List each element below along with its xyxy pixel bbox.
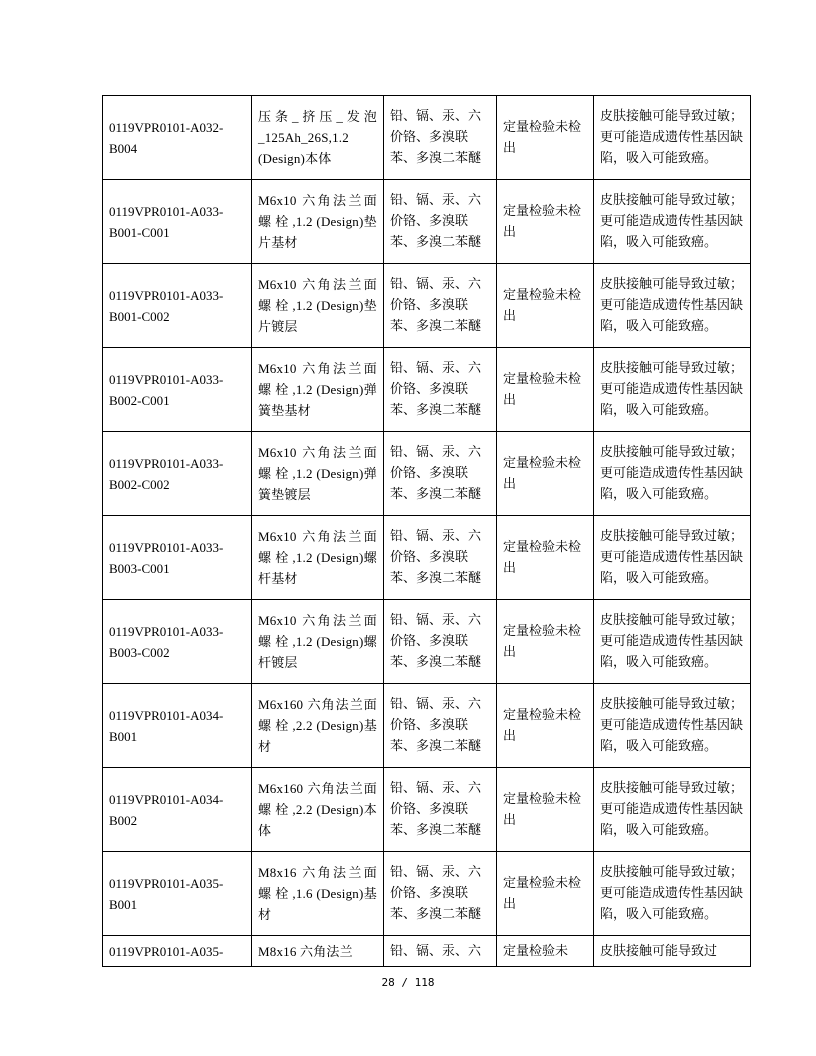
- part-name-cell: M8x16 六角法兰面 螺 栓 ,1.6 (Design)基材: [252, 852, 384, 936]
- table-row: [103, 684, 751, 768]
- test-result-cell: 定量检验未检出: [497, 516, 594, 600]
- risk-description-cell: 皮肤接触可能导致过敏；更可能造成遗传性基因缺陷，吸入可能致癌。: [594, 852, 751, 936]
- part-name-cell: 压条_挤压_发泡_125Ah_26S,1.2 (Design)本体: [252, 96, 384, 180]
- table-row: [103, 768, 751, 852]
- table-row: [103, 600, 751, 684]
- risk-description-cell: 皮肤接触可能导致过: [594, 936, 751, 967]
- part-name-cell: M6x10 六角法兰面 螺 栓 ,1.2 (Design)螺杆基材: [252, 516, 384, 600]
- part-name-cell: M6x160 六角法兰面 螺 栓 ,2.2 (Design)本体: [252, 768, 384, 852]
- part-name-cell: M8x16 六角法兰: [252, 936, 384, 967]
- test-result-cell: 定量检验未: [497, 936, 594, 967]
- part-name-cell: M6x10 六角法兰面 螺 栓 ,1.2 (Design)弹簧垫基材: [252, 348, 384, 432]
- part-id-cell: 0119VPR0101-A034-B001: [103, 684, 252, 768]
- table-row: [103, 348, 751, 432]
- test-result-cell: 定量检验未检出: [497, 264, 594, 348]
- table-row: [103, 264, 751, 348]
- risk-description-cell: 皮肤接触可能导致过敏；更可能造成遗传性基因缺陷，吸入可能致癌。: [594, 180, 751, 264]
- part-id-cell: 0119VPR0101-A033-B003-C002: [103, 600, 252, 684]
- substances-cell: 铅、镉、汞、六价铬、多溴联苯、多溴二苯醚: [384, 348, 497, 432]
- part-id-cell: 0119VPR0101-A035-: [103, 936, 252, 967]
- risk-description-cell: 皮肤接触可能导致过敏；更可能造成遗传性基因缺陷，吸入可能致癌。: [594, 768, 751, 852]
- table-row: [103, 96, 751, 180]
- table-row: [103, 852, 751, 936]
- substances-cell: 铅、镉、汞、六价铬、多溴联苯、多溴二苯醚: [384, 600, 497, 684]
- substances-cell: 铅、镉、汞、六价铬、多溴联苯、多溴二苯醚: [384, 684, 497, 768]
- part-name-cell: M6x160 六角法兰面 螺 栓 ,2.2 (Design)基材: [252, 684, 384, 768]
- part-id-cell: 0119VPR0101-A032-B004: [103, 96, 252, 180]
- substances-cell: 铅、镉、汞、六价铬、多溴联苯、多溴二苯醚: [384, 432, 497, 516]
- substances-cell: 铅、镉、汞、六价铬、多溴联苯、多溴二苯醚: [384, 96, 497, 180]
- risk-description-cell: 皮肤接触可能导致过敏；更可能造成遗传性基因缺陷，吸入可能致癌。: [594, 516, 751, 600]
- part-name-cell: M6x10 六角法兰面 螺 栓 ,1.2 (Design)螺杆镀层: [252, 600, 384, 684]
- part-id-cell: 0119VPR0101-A035-B001: [103, 852, 252, 936]
- risk-description-cell: 皮肤接触可能导致过敏；更可能造成遗传性基因缺陷，吸入可能致癌。: [594, 684, 751, 768]
- page-number: 28 / 118: [381, 976, 435, 989]
- table-row: [103, 516, 751, 600]
- part-id-cell: 0119VPR0101-A034-B002: [103, 768, 252, 852]
- substances-cell: 铅、镉、汞、六价铬、多溴联苯、多溴二苯醚: [384, 768, 497, 852]
- substances-cell: 铅、镉、汞、六价铬、多溴联苯、多溴二苯醚: [384, 852, 497, 936]
- table-row: [103, 432, 751, 516]
- part-id-cell: 0119VPR0101-A033-B002-C002: [103, 432, 252, 516]
- substances-cell: 铅、镉、汞、六价铬、多溴联苯、多溴二苯醚: [384, 264, 497, 348]
- test-result-cell: 定量检验未检出: [497, 600, 594, 684]
- substances-cell: 铅、镉、汞、六价铬、多溴联苯、多溴二苯醚: [384, 180, 497, 264]
- part-name-cell: M6x10 六角法兰面 螺 栓 ,1.2 (Design)垫片基材: [252, 180, 384, 264]
- risk-description-cell: 皮肤接触可能导致过敏；更可能造成遗传性基因缺陷，吸入可能致癌。: [594, 96, 751, 180]
- risk-description-cell: 皮肤接触可能导致过敏；更可能造成遗传性基因缺陷，吸入可能致癌。: [594, 348, 751, 432]
- substance-table: [102, 95, 751, 967]
- risk-description-cell: 皮肤接触可能导致过敏；更可能造成遗传性基因缺陷，吸入可能致癌。: [594, 600, 751, 684]
- part-id-cell: 0119VPR0101-A033-B001-C002: [103, 264, 252, 348]
- part-id-cell: 0119VPR0101-A033-B001-C001: [103, 180, 252, 264]
- substances-cell: 铅、镉、汞、六: [384, 936, 497, 967]
- test-result-cell: 定量检验未检出: [497, 180, 594, 264]
- substances-cell: 铅、镉、汞、六价铬、多溴联苯、多溴二苯醚: [384, 516, 497, 600]
- test-result-cell: 定量检验未检出: [497, 684, 594, 768]
- risk-description-cell: 皮肤接触可能导致过敏；更可能造成遗传性基因缺陷，吸入可能致癌。: [594, 264, 751, 348]
- risk-description-cell: 皮肤接触可能导致过敏；更可能造成遗传性基因缺陷，吸入可能致癌。: [594, 432, 751, 516]
- table-row: [103, 936, 751, 967]
- test-result-cell: 定量检验未检出: [497, 348, 594, 432]
- table-body: [103, 96, 751, 967]
- test-result-cell: 定量检验未检出: [497, 432, 594, 516]
- test-result-cell: 定量检验未检出: [497, 96, 594, 180]
- test-result-cell: 定量检验未检出: [497, 852, 594, 936]
- table-row: [103, 180, 751, 264]
- part-id-cell: 0119VPR0101-A033-B002-C001: [103, 348, 252, 432]
- test-result-cell: 定量检验未检出: [497, 768, 594, 852]
- part-name-cell: M6x10 六角法兰面 螺 栓 ,1.2 (Design)垫片镀层: [252, 264, 384, 348]
- part-id-cell: 0119VPR0101-A033-B003-C001: [103, 516, 252, 600]
- part-name-cell: M6x10 六角法兰面 螺 栓 ,1.2 (Design)弹簧垫镀层: [252, 432, 384, 516]
